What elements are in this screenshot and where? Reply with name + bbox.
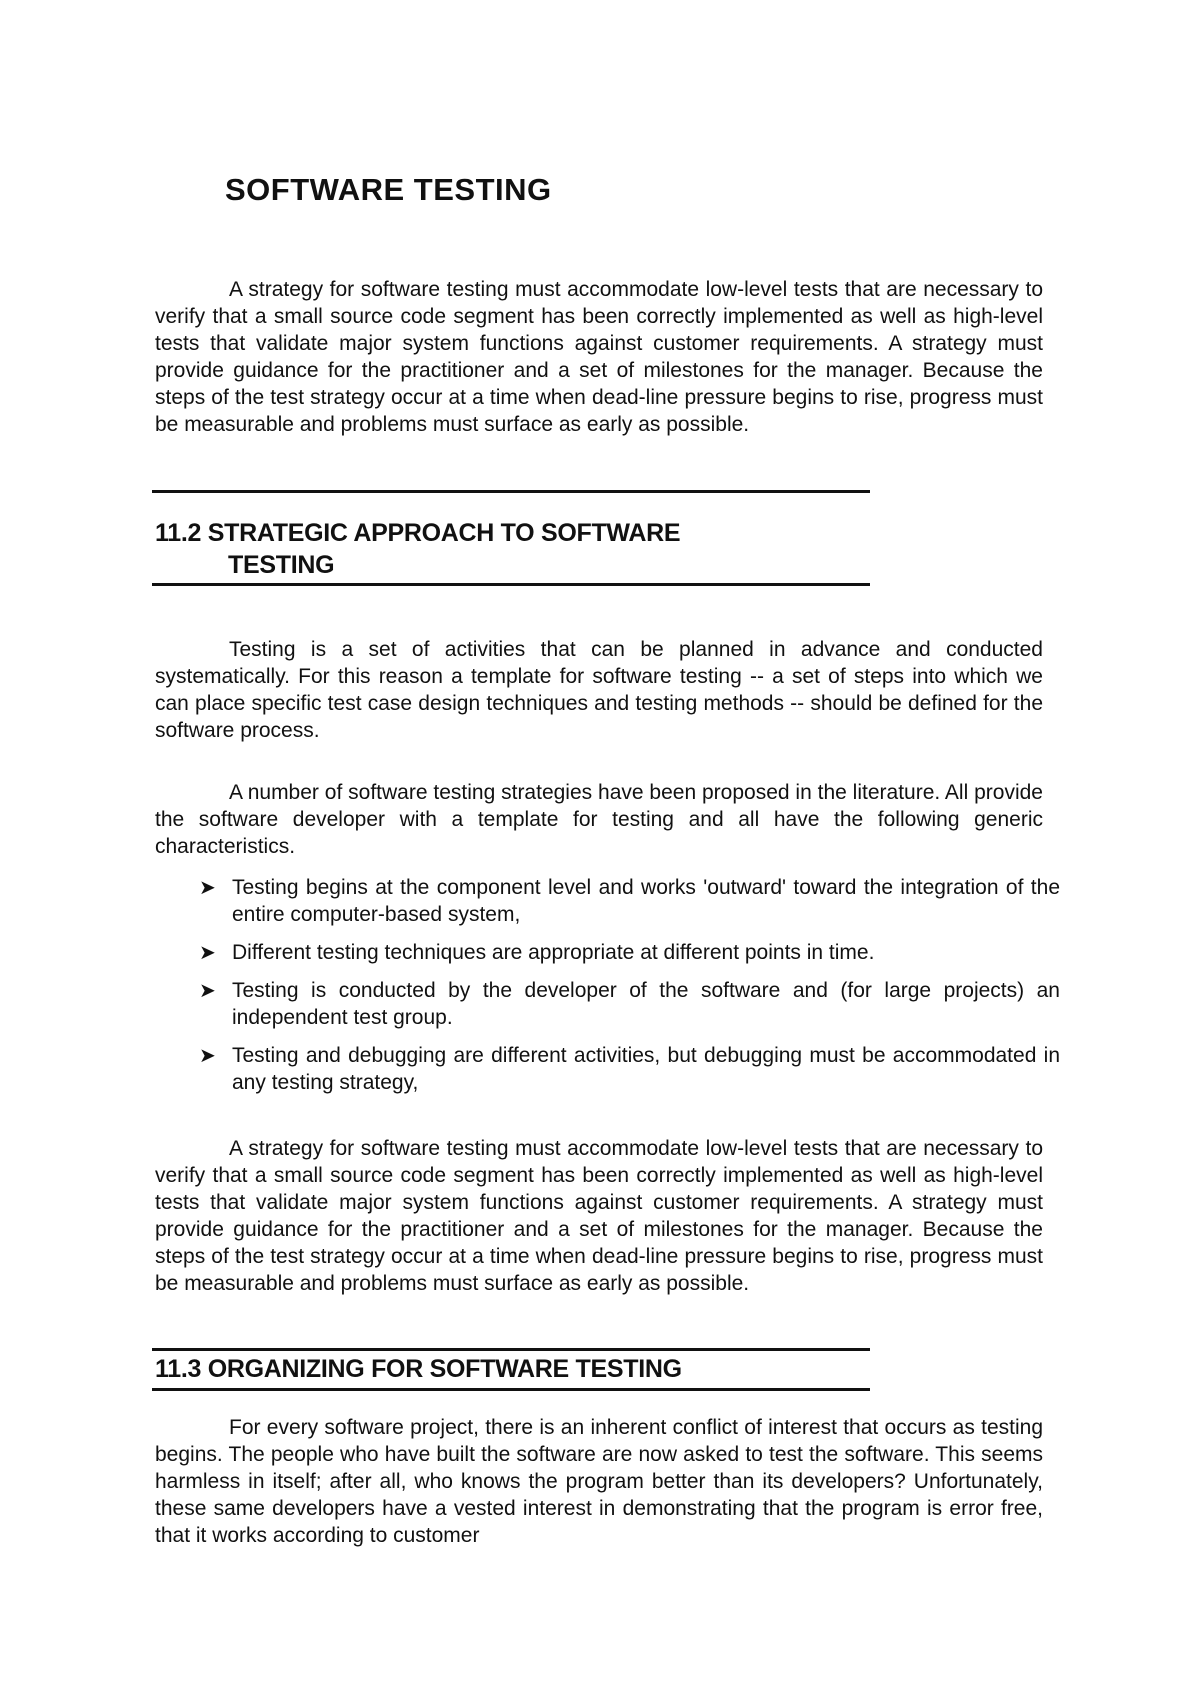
section-11-2-heading-line1: 11.2 STRATEGIC APPROACH TO SOFTWARE — [155, 519, 681, 547]
section-11-3-rule-bottom — [152, 1388, 870, 1391]
section-11-2-heading — [155, 517, 680, 581]
arrowhead-bullet-icon: ➤ — [199, 942, 216, 964]
list-item-text: Testing and debugging are different activities, but debugging must be accommodated in any testing strategy, — [232, 1044, 1060, 1094]
section-rule-bottom — [152, 583, 870, 586]
list-item — [155, 874, 1060, 928]
document-title: SOFTWARE TESTING — [225, 172, 552, 207]
arrowhead-bullet-icon: ➤ — [199, 980, 216, 1002]
section-11-3-heading: 11.3 ORGANIZING FOR SOFTWARE TESTING — [155, 1355, 682, 1383]
section-11-2-paragraph-3: A strategy for software testing must accommodate low-level tests that are necessary to verify that a small source code segment has been correctly implemented as well as high-level tests that validate major system functions against customer requirements. A strategy must provide guidance for the practitioner and a set of milestones for the manager. Because the steps of the test strategy occur at a time when dead-line pressure begins to rise, progress must be measurable and problems must surface as early as possible. — [155, 1137, 1043, 1295]
section-11-3-rule-top — [152, 1348, 870, 1351]
section-11-3-paragraph-1: For every software project, there is an inherent conflict of interest that occurs as testing begins. The people who have built the software are now asked to test the software. This seems harmless in itself; after all, who knows the program better than its developers? Unfortunately, these same developers have a vested interest in demonstrating that the program is error free, that it works according to customer — [155, 1416, 1043, 1547]
section-11-2-heading-line2: TESTING — [228, 551, 335, 579]
list-item — [155, 939, 1060, 966]
section-11-2-paragraph-1: Testing is a set of activities that can be planned in advance and conducted systematically. For this reason a template for software testing -- a set of steps into which we can place specific test case design techniques and testing methods -- should be defined for the software process. — [155, 638, 1043, 742]
intro-paragraph: A strategy for software testing must accommodate low-level tests that are necessary to verify that a small source code segment has been correctly implemented as well as high-level tests that validate major system functions against customer requirements. A strategy must provide guidance for the practitioner and a set of milestones for the manager. Because the steps of the test strategy occur at a time when dead-line pressure begins to rise, progress must be measurable and problems must surface as early as possible. — [155, 278, 1043, 436]
list-item-text: Testing is conducted by the developer of the software and (for large projects) an independent test group. — [232, 979, 1060, 1029]
section-11-2-paragraph-2: A number of software testing strategies have been proposed in the literature. All provide the software developer with a template for testing and all have the following generic characteristics. — [155, 781, 1043, 858]
list-item-text: Different testing techniques are appropriate at different points in time. — [232, 941, 875, 964]
list-item — [155, 1042, 1060, 1096]
arrowhead-bullet-icon: ➤ — [199, 1045, 216, 1067]
section-rule-top — [152, 490, 870, 493]
arrowhead-bullet-icon: ➤ — [199, 877, 216, 899]
list-item-text: Testing begins at the component level and works 'outward' toward the integration of the entire computer-based system, — [232, 876, 1060, 926]
list-item — [155, 977, 1060, 1031]
characteristics-list — [155, 874, 1060, 1107]
